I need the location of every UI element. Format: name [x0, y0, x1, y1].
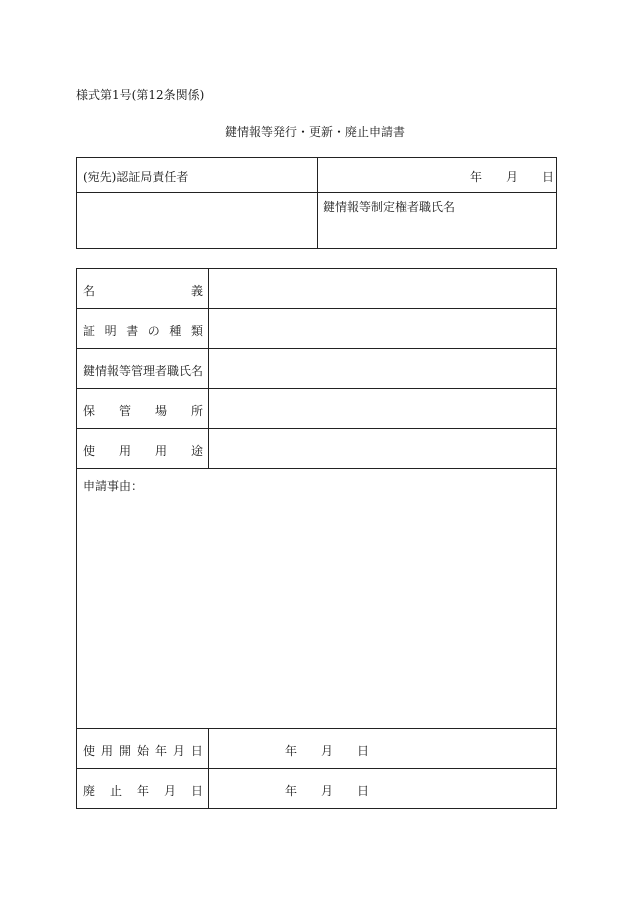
document-title: 鍵情報等発行・更新・廃止申請書: [224, 125, 405, 139]
storage-field[interactable]: [213, 393, 553, 425]
storage-label: 保 管 場 所: [83, 404, 203, 418]
start-date-label: 使 用 開 始 年 月 日: [83, 744, 203, 758]
divider: [77, 192, 556, 193]
header-table: [76, 157, 557, 249]
end-date-month: 月: [321, 784, 334, 798]
end-date-day: 日: [357, 784, 370, 798]
reason-field[interactable]: [83, 495, 551, 723]
application-date[interactable]: [470, 168, 554, 185]
end-date-label: 廃 止 年 月 日: [83, 784, 203, 798]
name-label: 名 義: [83, 284, 203, 298]
usage-label: 使 用 用 途: [83, 444, 203, 458]
start-date-year: 年: [285, 744, 298, 758]
form-number: 様式第1号(第12条関係): [76, 88, 205, 102]
start-date-month: 月: [321, 744, 334, 758]
addressee-label: (宛先)認証局責任者: [83, 170, 189, 184]
start-date-field[interactable]: [285, 742, 369, 759]
addressee-name-field[interactable]: [83, 196, 313, 244]
cert-type-label: 証 明 書 の 種 類: [83, 324, 203, 338]
cert-type-field[interactable]: [213, 313, 553, 345]
applicant-label: 鍵情報等制定権者職氏名: [323, 200, 456, 214]
date-year: 年: [470, 170, 483, 184]
start-date-day: 日: [357, 744, 370, 758]
reason-label: 申請事由：: [83, 479, 144, 493]
end-date-field[interactable]: [285, 782, 369, 799]
manager-label: 鍵情報等管理者職氏名: [83, 364, 204, 378]
application-table: [76, 268, 557, 809]
date-month: 月: [506, 170, 519, 184]
manager-field[interactable]: [213, 353, 553, 385]
end-date-year: 年: [285, 784, 298, 798]
usage-field[interactable]: [213, 433, 553, 465]
date-day: 日: [542, 170, 555, 184]
name-field[interactable]: [213, 273, 553, 305]
divider: [317, 158, 318, 248]
